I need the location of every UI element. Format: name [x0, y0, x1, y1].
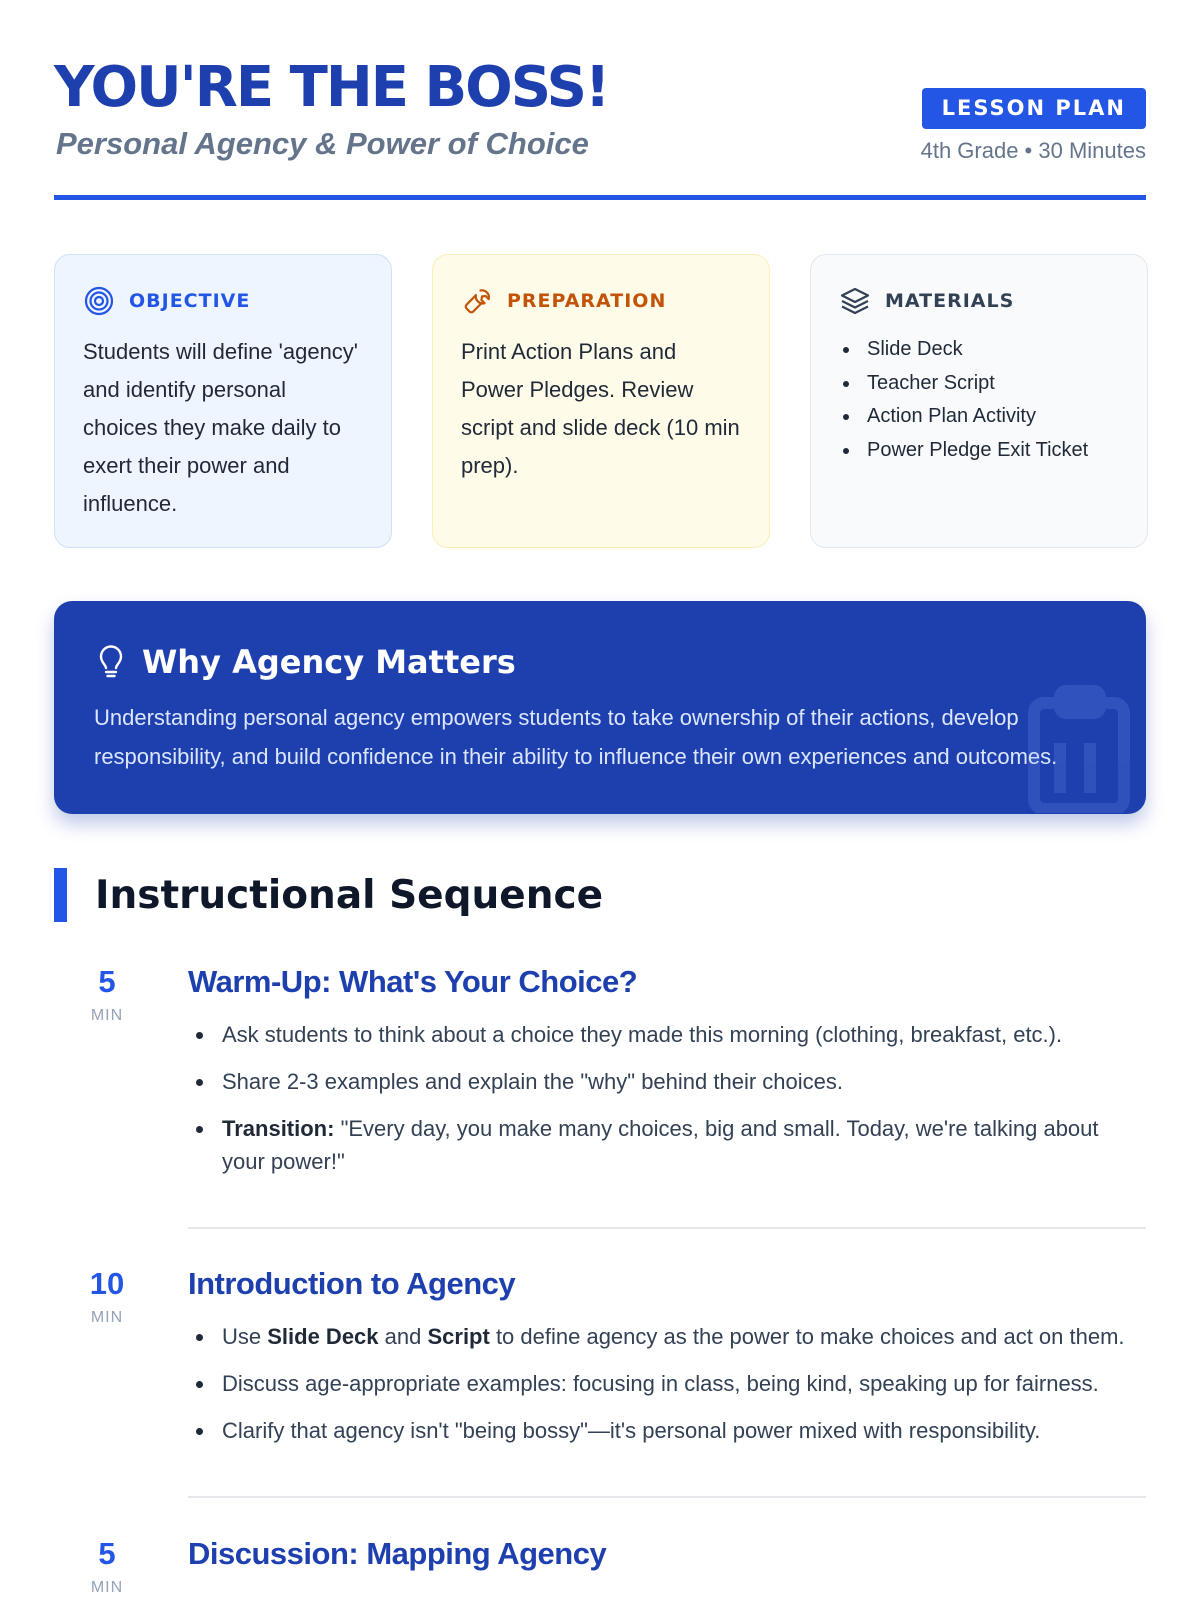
materials-item: Teacher Script	[839, 367, 1119, 401]
step-bullet: Clarify that agency isn't "being bossy"—it's personal power mixed with responsibility.	[188, 1414, 1146, 1447]
step-bullets	[188, 1018, 1146, 1178]
objective-text: Students will define 'agency' and identify personal choices they make daily to exert their power and influence.	[83, 339, 359, 516]
banner-text: Understanding personal agency empowers students to take ownership of their actions, develop responsibility, and build confidence in their ability to influence their own experiences and outcomes.	[94, 705, 1058, 769]
bullet-emphasis: Script	[427, 1324, 490, 1349]
lesson-plan-badge: LESSON PLAN	[922, 88, 1146, 129]
duration-unit: MIN	[90, 1579, 124, 1596]
materials-item: Slide Deck	[839, 333, 1119, 367]
step-duration	[54, 1536, 160, 1598]
materials-title: MATERIALS	[885, 290, 1015, 312]
bullet-text: to define agency as the power to make choices and act on them.	[489, 1324, 1125, 1349]
overview-cards	[54, 254, 1146, 548]
page-subtitle: Personal Agency & Power of Choice	[56, 126, 589, 161]
objective-title: OBJECTIVE	[129, 290, 251, 312]
duration-unit: MIN	[90, 1309, 124, 1326]
section-title: Instructional Sequence	[95, 872, 604, 918]
step-divider	[188, 1227, 1146, 1229]
step-duration	[54, 1266, 160, 1328]
section-heading	[54, 868, 603, 922]
target-icon	[83, 285, 115, 317]
step-duration	[54, 964, 160, 1026]
step-bullet: Discuss age-appropriate examples: focusing in class, being kind, speaking up for fairness.	[188, 1367, 1146, 1400]
why-agency-banner	[54, 601, 1146, 814]
bullet-lead: Transition:	[222, 1116, 335, 1141]
materials-list	[839, 333, 1119, 467]
bullet-text: Use	[222, 1324, 268, 1349]
lesson-plan-page	[54, 0, 1146, 1596]
step-bullet: Ask students to think about a choice they made this morning (clothing, breakfast, etc.).	[188, 1018, 1146, 1051]
preparation-title: PREPARATION	[507, 290, 667, 312]
step-divider	[188, 1496, 1146, 1498]
step-bullets	[188, 1320, 1146, 1447]
grade-duration-meta: 4th Grade • 30 Minutes	[920, 138, 1146, 163]
page-title: YOU'RE THE BOSS!	[54, 55, 609, 120]
preparation-text: Print Action Plans and Power Pledges. Review script and slide deck (10 min prep).	[461, 339, 740, 478]
step-title: Discussion: Mapping Agency	[188, 1536, 607, 1571]
step-title: Introduction to Agency	[188, 1266, 516, 1301]
materials-card	[810, 254, 1148, 548]
materials-item: Action Plan Activity	[839, 400, 1119, 434]
duration-number: 5	[98, 964, 116, 999]
materials-item: Power Pledge Exit Ticket	[839, 434, 1119, 468]
duration-number: 10	[89, 1266, 125, 1301]
wrench-icon	[461, 285, 493, 317]
step-bullet: Share 2-3 examples and explain the "why" behind their choices.	[188, 1065, 1146, 1098]
header	[54, 0, 1146, 200]
bullet-text: "Every day, you make many choices, big and small. Today, we're talking about your power!"	[222, 1116, 1099, 1174]
objective-card	[54, 254, 392, 548]
step-title: Warm-Up: What's Your Choice?	[188, 964, 638, 999]
bullet-emphasis: Slide Deck	[267, 1324, 379, 1349]
preparation-card	[432, 254, 770, 548]
section-accent-bar	[54, 868, 67, 922]
banner-title: Why Agency Matters	[142, 643, 516, 681]
duration-number: 5	[98, 1536, 116, 1571]
lightbulb-icon	[94, 643, 128, 681]
step-bullet	[188, 1320, 1146, 1353]
duration-unit: MIN	[90, 1007, 124, 1024]
step-bullet	[188, 1112, 1146, 1178]
bullet-text: and	[378, 1324, 428, 1349]
layers-icon	[839, 285, 871, 317]
clipboard-watermark-icon	[1020, 683, 1140, 813]
